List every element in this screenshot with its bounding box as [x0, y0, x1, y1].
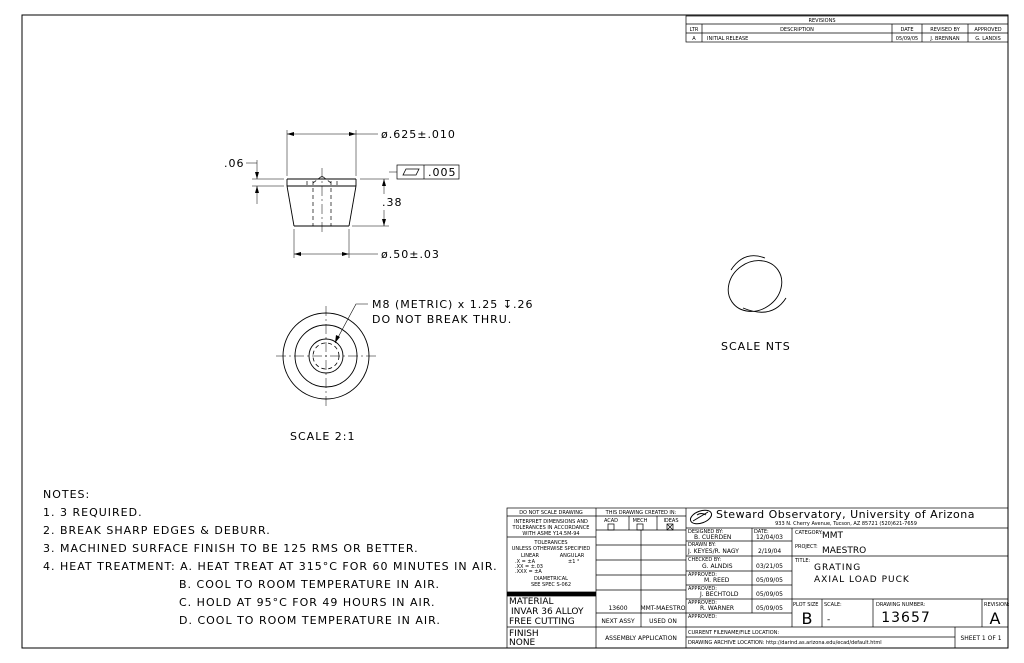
designed-by: B. CUERDEN — [694, 534, 732, 541]
checked-by: G. ALNDIS — [702, 563, 733, 570]
date-approved-2: 05/09/05 — [756, 591, 783, 598]
project-label: PROJECT: — [795, 544, 818, 550]
notes-heading: NOTES: — [43, 488, 91, 501]
designed-by-label: DESIGNED BY: — [688, 529, 724, 535]
see-spec: SEE SPEC S-062 — [530, 582, 572, 588]
tolerances-heading: TOLERANCES — [534, 540, 568, 546]
material-label: MATERIAL — [509, 597, 554, 607]
approved-label-1: APPROVED: — [688, 572, 717, 578]
tol-separator — [507, 592, 596, 596]
rev-row-revised-by: J. BRENNAN — [930, 36, 960, 42]
thread-note: DO NOT BREAK THRU. — [372, 313, 513, 326]
approved-label-2: APPROVED: — [688, 586, 717, 592]
finish-value: NONE — [509, 638, 536, 648]
approved-2: J. BECHTOLD — [700, 591, 739, 598]
rev-col-description: DESCRIPTION — [780, 27, 814, 33]
note-4b: B. COOL TO ROOM TEMPERATURE IN AIR. — [179, 578, 440, 591]
organization-name: Steward Observatory, University of Arizona — [716, 508, 975, 521]
ideas-label: IDEAS — [663, 518, 679, 524]
rev-row-date: 05/09/05 — [895, 36, 919, 42]
approved-label-4: APPROVED: — [688, 614, 717, 620]
plot-size: B — [801, 609, 813, 628]
plot-size-label: PLOT SIZE — [793, 602, 819, 608]
dim-bottom-diameter: ø.50±.03 — [381, 248, 440, 261]
mech-label: MECH — [632, 518, 648, 524]
approved-1: M. REED — [704, 577, 730, 584]
organization-address: 933 N. Cherry Avenue, Tucson, AZ 85721 (520)621-7659 — [775, 521, 917, 527]
interpret-line-2: TOLERANCES IN ACCORDANCE — [512, 525, 590, 531]
isometric-view — [718, 250, 791, 321]
side-view — [246, 130, 459, 258]
title-label: TITLE: — [795, 558, 811, 564]
tolerances-subheading: UNLESS OTHERWISE SPECIFIED — [511, 546, 591, 552]
dim-height: .38 — [382, 196, 403, 209]
scale-value: - — [827, 615, 831, 625]
tol-xxx: .XXX = ±A — [515, 569, 542, 575]
note-4d: D. COOL TO ROOM TEMPERATURE IN AIR. — [179, 614, 441, 627]
next-assy-label: NEXT ASSY — [601, 618, 635, 625]
dimension-arrows — [255, 132, 386, 256]
scale-isometric: SCALE NTS — [721, 340, 791, 353]
category: MMT — [822, 531, 844, 541]
acad-label: ACAD — [603, 518, 619, 524]
steward-logo-icon — [689, 508, 714, 527]
tol-x: .X = ±A — [515, 559, 535, 565]
do-not-scale: DO NOT SCALE DRAWING — [519, 510, 583, 516]
rev-col-approved: APPROVED — [974, 27, 1002, 33]
created-in: THIS DRAWING CREATED IN: — [605, 510, 677, 516]
material-line-2: FREE CUTTING — [509, 617, 575, 627]
next-assy-value: 13600 — [608, 605, 628, 612]
tol-linear-label: LINEAR — [520, 553, 540, 559]
flatness-icon — [403, 169, 419, 175]
note-2: 2. BREAK SHARP EDGES & DEBURR. — [43, 524, 271, 537]
drawing-number: 13657 — [881, 610, 931, 626]
date-label: DATE: — [754, 529, 769, 535]
drawn-by: J. KEYES/R. NAGY — [688, 548, 739, 555]
diametrical-label: DIAMETRICAL — [534, 576, 568, 582]
date-checked: 03/21/05 — [756, 563, 783, 570]
approved-3: R. WARNER — [700, 605, 735, 612]
date-approved-1: 05/09/05 — [756, 577, 783, 584]
thread-callout: M8 (METRIC) x 1.25 ↧.26 — [372, 298, 534, 311]
sheet-number: SHEET 1 OF 1 — [960, 635, 1002, 642]
checked-by-label: CHECKED BY: — [688, 557, 722, 563]
interpret-line-3: WITH ASME Y14.5M-94 — [522, 531, 580, 537]
tol-xx: .XX = ±.03 — [515, 564, 543, 570]
tol-angular-label: ANGULAR — [559, 553, 585, 559]
used-on-value: MMT-MAESTRO — [640, 605, 686, 612]
date-approved-3: 05/09/05 — [756, 605, 783, 612]
dim-top-thickness: .06 — [224, 157, 245, 170]
archive-location: DRAWING ARCHIVE LOCATION: http://darind.as.arizona.edu/ecad/default.html — [688, 640, 882, 646]
category-label: CATEGORY: — [795, 530, 823, 536]
material-line-1: INVAR 36 ALLOY — [511, 607, 584, 617]
drawing-number-label: DRAWING NUMBER: — [876, 602, 926, 608]
interpret-line-1: INTERPRET DIMENSIONS AND — [514, 519, 588, 525]
revisions-title: REVISIONS — [808, 18, 836, 24]
date-drawn: 2/19/04 — [758, 548, 782, 555]
date-designed: 12/04/03 — [756, 534, 783, 541]
dim-top-diameter: ø.625±.010 — [381, 128, 456, 141]
note-1: 1. 3 REQUIRED. — [43, 506, 143, 519]
scale-bottom-view: SCALE 2:1 — [290, 430, 356, 443]
rev-col-ltr: LTR — [689, 27, 699, 33]
bottom-view — [276, 304, 376, 406]
approved-label-3: APPROVED: — [688, 600, 717, 606]
title-line-2: AXIAL LOAD PUCK — [814, 575, 910, 585]
note-4c: C. HOLD AT 95°C FOR 49 HOURS IN AIR. — [179, 596, 436, 609]
rev-row-description: INITIAL RELEASE — [707, 36, 749, 42]
flatness-tolerance: .005 — [428, 166, 457, 179]
used-on-label: USED ON — [649, 618, 677, 625]
tol-angular: ±1 ° — [568, 559, 580, 565]
rev-col-revised-by: REVISED BY — [930, 27, 960, 33]
rev-col-date: DATE — [900, 27, 914, 33]
project: MAESTRO — [822, 546, 867, 556]
drawn-by-label: DRAWN BY: — [688, 542, 716, 548]
rev-row-ltr: A — [692, 36, 696, 42]
note-4a: 4. HEAT TREATMENT: A. HEAT TREAT AT 315°C FOR 60 MINUTES IN AIR. — [43, 560, 498, 573]
assembly-application: ASSEMBLY APPLICATION — [605, 635, 677, 642]
title-line-1: GRATING — [814, 563, 862, 573]
revision-letter: A — [989, 609, 1001, 628]
finish-label: FINISH — [509, 629, 539, 639]
note-3: 3. MACHINED SURFACE FINISH TO BE 125 RMS OR BETTER. — [43, 542, 419, 555]
rev-row-approved: G. LANDIS — [975, 36, 1001, 42]
leader-arrow — [335, 335, 340, 343]
scale-label: SCALE: — [824, 602, 842, 608]
revision-label: REVISION: — [984, 602, 1010, 608]
current-filename: CURRENT FILENAME/FILE LOCATION: — [688, 630, 780, 636]
